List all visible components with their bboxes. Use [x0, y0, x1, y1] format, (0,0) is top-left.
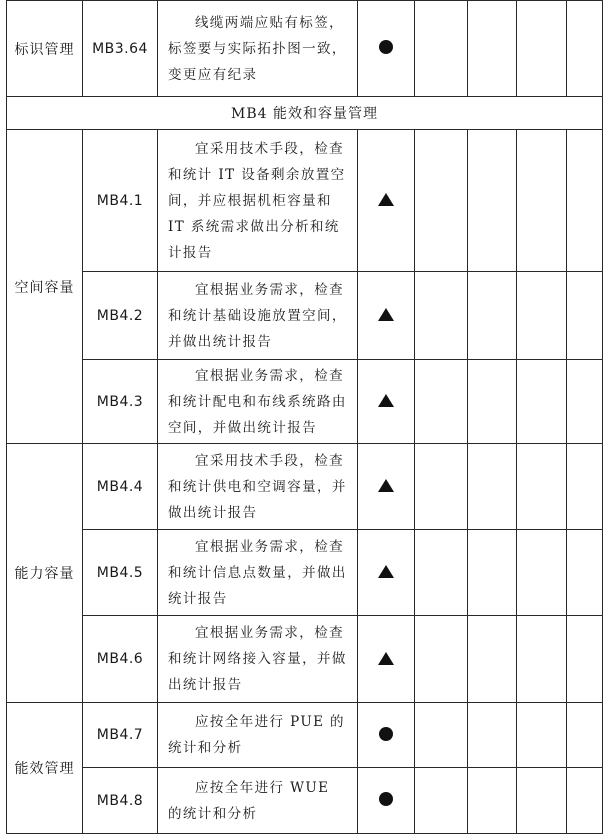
- empty-cell: [468, 444, 517, 530]
- empty-cell: [468, 530, 517, 616]
- empty-cell: [468, 1, 517, 97]
- empty-cell: [517, 616, 567, 703]
- empty-cell: [567, 768, 603, 834]
- requirement-cell: 线缆两端应贴有标签，标签要与实际拓扑图一致，变更应有纪录: [158, 1, 358, 97]
- empty-cell: [567, 1, 603, 97]
- code-cell: MB4.8: [83, 768, 158, 834]
- code-cell: MB4.4: [83, 444, 158, 530]
- code-cell: MB4.1: [83, 130, 158, 272]
- empty-cell: [567, 272, 603, 360]
- requirement-cell: 宜采用技术手段，检查和统计 IT 设备剩余放置空间，并应根据机柜容量和 IT 系统需求做出分析和统计报告: [158, 130, 358, 272]
- filled-triangle-icon: [378, 652, 394, 665]
- empty-cell: [415, 272, 468, 360]
- filled-triangle-icon: [378, 479, 394, 492]
- empty-cell: [468, 360, 517, 444]
- section-row: [7, 97, 603, 130]
- empty-cell: [567, 703, 603, 768]
- table-row: [7, 360, 603, 444]
- code-cell: MB4.7: [83, 703, 158, 768]
- empty-cell: [517, 444, 567, 530]
- empty-cell: [468, 616, 517, 703]
- filled-circle-icon: [379, 727, 393, 741]
- filled-circle-icon: [379, 40, 393, 54]
- mark-cell: [358, 272, 415, 360]
- mark-cell: [358, 444, 415, 530]
- empty-cell: [415, 616, 468, 703]
- empty-cell: [567, 616, 603, 703]
- table-row: [7, 272, 603, 360]
- requirement-cell: 宜根据业务需求，检查和统计网络接入容量，并做出统计报告: [158, 616, 358, 703]
- code-cell: MB4.3: [83, 360, 158, 444]
- category-cell: 标识管理: [7, 1, 83, 97]
- section-title: MB4 能效和容量管理: [7, 97, 603, 130]
- empty-cell: [517, 530, 567, 616]
- requirement-cell: 宜采用技术手段，检查和统计供电和空调容量，并做出统计报告: [158, 444, 358, 530]
- mark-cell: [358, 360, 415, 444]
- empty-cell: [415, 530, 468, 616]
- requirement-cell: 应按全年进行 WUE 的统计和分析: [158, 768, 358, 834]
- mark-cell: [358, 1, 415, 97]
- empty-cell: [517, 360, 567, 444]
- table-row: [7, 1, 603, 97]
- empty-cell: [567, 530, 603, 616]
- empty-cell: [567, 360, 603, 444]
- empty-cell: [468, 130, 517, 272]
- requirement-cell: 宜根据业务需求，检查和统计配电和布线系统路由空间，并做出统计报告: [158, 360, 358, 444]
- empty-cell: [517, 1, 567, 97]
- empty-cell: [415, 130, 468, 272]
- empty-cell: [517, 768, 567, 834]
- empty-cell: [468, 272, 517, 360]
- table-row: [7, 616, 603, 703]
- mark-cell: [358, 616, 415, 703]
- empty-cell: [567, 444, 603, 530]
- mark-cell: [358, 703, 415, 768]
- filled-circle-icon: [379, 792, 393, 806]
- code-cell: MB4.2: [83, 272, 158, 360]
- mark-cell: [358, 768, 415, 834]
- empty-cell: [468, 703, 517, 768]
- table-row: [7, 768, 603, 834]
- filled-triangle-icon: [378, 193, 394, 206]
- mark-cell: [358, 530, 415, 616]
- filled-triangle-icon: [378, 308, 394, 321]
- empty-cell: [567, 130, 603, 272]
- requirement-cell: 宜根据业务需求，检查和统计信息点数量，并做出统计报告: [158, 530, 358, 616]
- table-row: [7, 530, 603, 616]
- table-row: [7, 444, 603, 530]
- empty-cell: [415, 360, 468, 444]
- requirement-cell: 宜根据业务需求，检查和统计基础设施放置空间，并做出统计报告: [158, 272, 358, 360]
- mark-cell: [358, 130, 415, 272]
- category-cell: 空间容量: [7, 130, 83, 444]
- category-cell: 能力容量: [7, 444, 83, 703]
- empty-cell: [468, 768, 517, 834]
- table-row: [7, 130, 603, 272]
- code-cell: MB4.5: [83, 530, 158, 616]
- filled-triangle-icon: [378, 394, 394, 407]
- spec-table: [6, 0, 603, 834]
- code-cell: MB4.6: [83, 616, 158, 703]
- empty-cell: [517, 703, 567, 768]
- requirement-cell: 应按全年进行 PUE 的统计和分析: [158, 703, 358, 768]
- empty-cell: [415, 768, 468, 834]
- empty-cell: [415, 703, 468, 768]
- code-cell: MB3.64: [83, 1, 158, 97]
- empty-cell: [415, 444, 468, 530]
- empty-cell: [415, 1, 468, 97]
- filled-triangle-icon: [378, 565, 394, 578]
- empty-cell: [517, 272, 567, 360]
- category-cell: 能效管理: [7, 703, 83, 834]
- empty-cell: [517, 130, 567, 272]
- table-row: [7, 703, 603, 768]
